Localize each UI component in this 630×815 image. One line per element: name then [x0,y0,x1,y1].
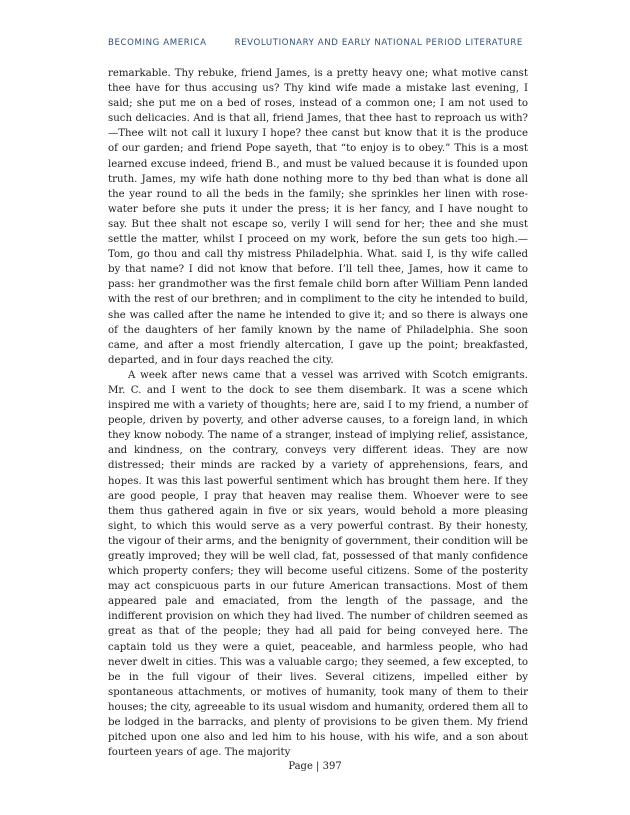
running-header [108,38,528,48]
paragraph-continued: remarkable. Thy rebuke, friend James, is a pretty heavy one; what motive canst thee have for thus accusing us? Thy kind wife made a mistake last evening, I said; she put me on a bed of roses, instead of a common one; I am not used to such delicacies. And is that all, friend James, that thee hast to reproach us with?—Thee wilt not call it luxury I hope? thee canst but know that it is the produce of our garden; and friend Pope sayeth, that “to enjoy is to obey.” This is a most learned excuse indeed, friend B., and must be valued because it is founded upon truth. James, my wife hath done nothing more to thy bed than what is done all the year round to all the beds in the family; she sprinkles her linen with rose-water before she puts it under the press; it is her fancy, and I have nought to say. But thee shalt not escape so, verily I will send for her; thee and she must settle the matter, whilst I proceed on my work, before the sun gets too high.—Tom, go thou and call thy mistress Philadelphia. What. said I, is thy wife called by that name? I did not know that before. I’ll tell thee, James, how it came to pass: her grandmother was the first female child born after William Penn landed with the rest of our brethren; and in compliment to the city he intended to build, she was called after the name he intended to give it; and so there is always one of the daughters of her family known by the name of Philadelphia. She soon came, and after a most friendly altercation, I gave up the point; breakfasted, departed, and in four days reached the city. [108,68,528,366]
book-title: BECOMING AMERICA [108,38,207,48]
body-text [108,66,528,760]
page-number: Page | 397 [288,761,342,772]
section-title: REVOLUTIONARY AND EARLY NATIONAL PERIOD LITERATURE [234,38,523,48]
paragraph-emigrants: A week after news came that a vessel was arrived with Scotch emigrants. Mr. C. and I went to the dock to see them disembark. It was a scene which inspired me with a variety of thoughts; here are, said I to my friend, a number of people, driven by poverty, and other adverse causes, to a foreign land, in which they know nobody. The name of a stranger, instead of implying relief, assistance, and kindness, on the contrary, conveys very different ideas. They are now distressed; their minds are racked by a variety of apprehensions, fears, and hopes. It was this last powerful sentiment which has brought them here. If they are good people, I pray that heaven may realise them. Whoever were to see them thus gathered again in five or six years, would behold a more pleasing sight, to which this would serve as a very powerful contrast. By their honesty, the vigour of their arms, and the benignity of government, their condition will be greatly improved; they will be well clad, fat, possessed of that manly confidence which property confers; they will become useful citizens. Some of the posterity may act conspicuous parts in our future American transactions. Most of them appeared pale and emaciated, from the length of the passage, and the indifferent provision on which they had lived. The number of children seemed as great as that of the people; they had all paid for being conveyed here. The captain told us they were a quiet, peaceable, and harmless people, who had never dwelt in cities. This was a valuable cargo; they seemed, a few excepted, to be in the full vigour of their lives. Several citizens, impelled either by spontaneous attachments, or motives of humanity, took many of them to their houses; the city, agreeable to its usual wisdom and humanity, ordered them all to be lodged in the barracks, and plenty of provisions to be given them. My friend pitched upon one also and led him to his house, with his wife, and a son about fourteen years of age. The majority [108,369,528,759]
